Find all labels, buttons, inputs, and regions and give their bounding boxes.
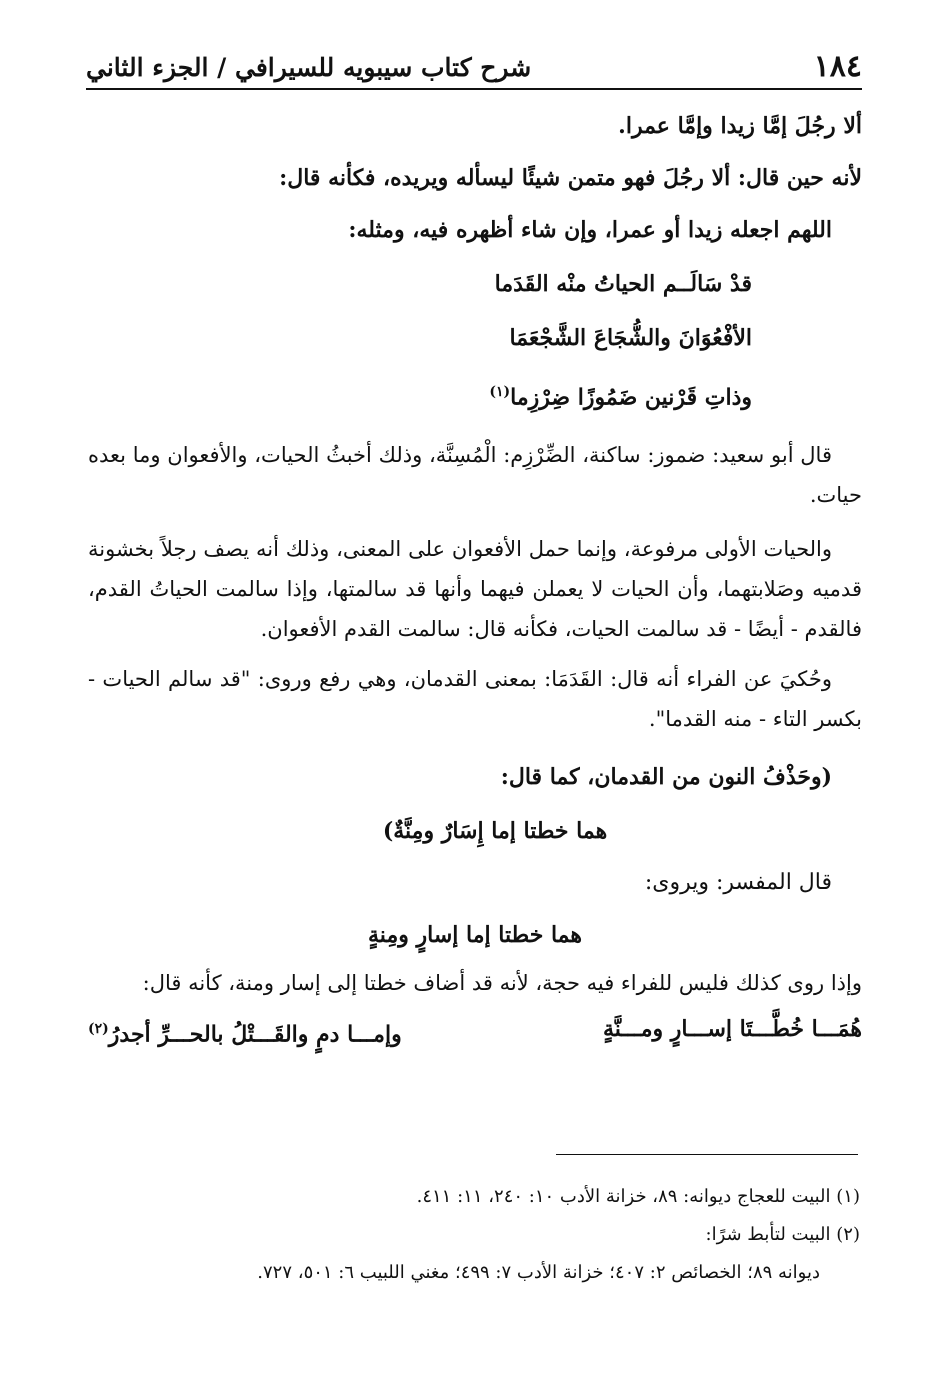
footnote-2-sources: ديوانه ٨٩؛ الخصائص ٢: ٤٠٧؛ خزانة الأدب ٧: ٤٩٩؛ مغني اللبيب ٦: ٥٠١، ٧٢٧. <box>257 1262 820 1283</box>
footnotes <box>88 1178 860 1292</box>
text-line-3: اللهم اجعله زيدا أو عمرا، وإن شاء أظهره فيه، ومثله: <box>348 217 832 243</box>
verse-line-4: هما خطتا إما إِسَارٌ ومِنَّةٌ) <box>382 818 608 845</box>
footnote-marker-2: (٢) <box>88 1021 109 1038</box>
text-line-2: لأنه حين قال: ألا رجُلَ فهو متمن شيئًا ليسأله ويريده، فكأنه قال: <box>279 165 862 191</box>
paragraph-abu-said: قال أبو سعيد: ضموز: ساكنة، الضِّرْزِم: الْمُسِنَّة، وذلك أخبثُ الحيات، والأفعوان وما بعده حيات. <box>88 443 862 508</box>
paragraph-hujja: وإذا روى كذلك فليس للفراء فيه حجة، لأنه قد أضاف خطتا إلى إسار ومنة، كأنه قال: <box>142 971 862 996</box>
page-header <box>86 40 862 90</box>
verse-couplet <box>88 1009 862 1054</box>
couplet-second-hemistich <box>88 1009 402 1054</box>
footnote-1: (١) البيت للعجاج ديوانه: ٨٩، خزانة الأدب ١٠: ٢٤٠، ١١: ٤١١. <box>416 1186 860 1207</box>
verse-block-1 <box>88 264 862 417</box>
footnote-2: (٢) البيت لتأبط شرًا: <box>705 1224 860 1245</box>
paragraph-farra: وحُكيَ عن الفراء أنه قال: القَدَمَا: بمعنى القدمان، وهي رفع وروى: "قد سالم الحيات - بكسر التاء - منه القدما". <box>88 667 862 732</box>
running-title: شرح كتاب سيبويه للسيرافي / الجزء الثاني <box>86 53 532 82</box>
text-line-hadhf: (وحَذْفُ النون من القدمان، كما قال: <box>500 764 832 791</box>
verse-line-3 <box>88 372 752 417</box>
couplet-second-hemistich-text: وإمـــا دمٍ والقَـــتْلُ بالحـــرِّ أجدرُ <box>108 1021 402 1048</box>
verse-line-5: هما خطتا إما إسارٍ ومِنةٍ <box>368 922 582 949</box>
footnote-marker-1: (١) <box>489 384 511 400</box>
footnote-divider <box>556 1154 858 1155</box>
verse-line-1: قدْ سَالَــم الحياتُ منْه القَدَما <box>494 271 752 297</box>
verse-line-3-text: وذاتِ قَرْنين ضَمُوزًا ضِرْزِما <box>510 384 752 411</box>
text-line-1: ألا رجُلَ إمَّا زيدا وإمَّا عمرا. <box>618 113 862 139</box>
couplet-first-hemistich: هُمَـــا خُطَّـــتَا إســـارٍ ومـــنَّةٍ <box>602 1016 862 1043</box>
verse-line-2: الأفْعُوَانَ والشُّجَاعَ الشَّجْعَمَا <box>509 325 752 351</box>
page-number: ١٨٤ <box>813 49 862 84</box>
paragraph-hayat: والحيات الأولى مرفوعة، وإنما حمل الأفعوان على المعنى، وذلك أنه يصف رجلاً بخشونة قدميه وصَلابتهما، وأن الحيات لا يعملن فيهما وأنها قد سالمتها، وإذا سالمت الحياتُ القدم، فالقدم - أيضًا - قد سالمت الحيات، فكأنه قال: سالمت القدم الأفعوان. <box>88 537 862 642</box>
text-line-mufassir: قال المفسر: ويروى: <box>644 870 832 896</box>
main-text <box>88 96 862 1055</box>
